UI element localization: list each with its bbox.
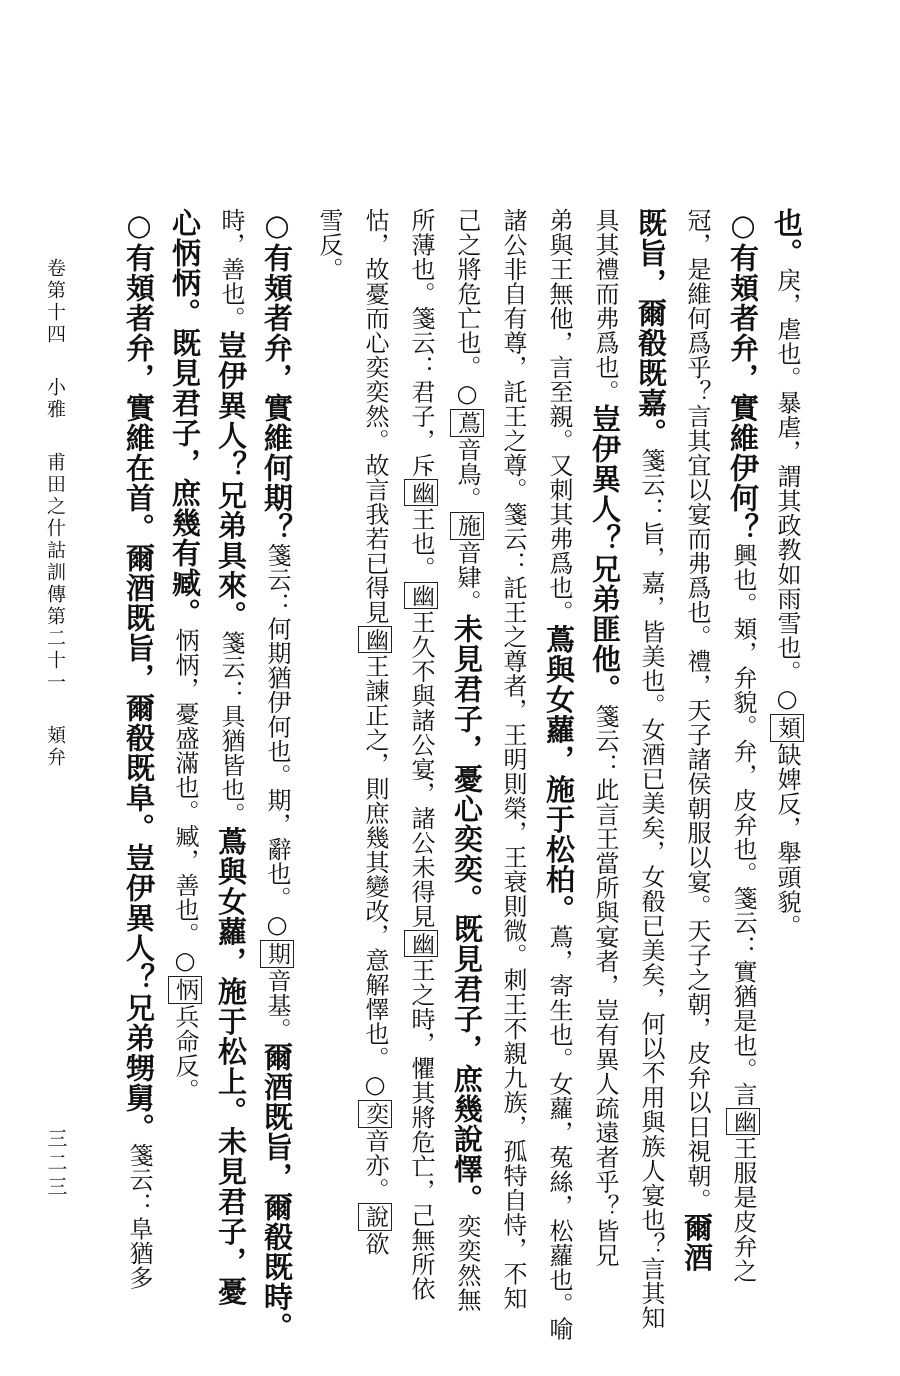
boxed-char: 幽	[404, 582, 438, 610]
text-column	[586, 208, 624, 1268]
text-column	[678, 208, 716, 1273]
commentary-text: 缺婢反，舉頭貌。	[773, 742, 801, 939]
main-text: 未見君子，憂心奕奕。既見君子，庶幾說懌。	[450, 614, 484, 1214]
commentary-text: 箋云：此言王當所與宴者，豈有異人疏遠者乎？皆兄	[591, 704, 619, 1268]
boxed-char: 蔦	[450, 409, 484, 437]
main-text: 既旨，爾殽既嘉。	[634, 208, 668, 448]
commentary-text: 己之將危亡也。○	[453, 208, 481, 408]
boxed-char: 幽	[404, 479, 438, 507]
boxed-char: 幽	[358, 626, 392, 654]
commentary-text: 音肄。	[453, 540, 481, 614]
text-column	[212, 208, 250, 1307]
commentary-text: 王諫正之，則庶幾其變改，意解懌也。○	[361, 654, 389, 1099]
text-column	[448, 208, 486, 1312]
commentary-text: 王久不與諸公宴，諸公未得見	[407, 610, 435, 929]
margin-section: 小雅	[44, 377, 66, 422]
text-column	[310, 208, 348, 282]
margin-poem: 頍弁	[44, 725, 66, 770]
margin-juan: 卷第十四	[44, 258, 66, 346]
main-text: 豈伊異人？兄弟具來。	[214, 330, 248, 631]
commentary-text: 箋云：具猶皆也。	[217, 630, 245, 827]
commentary-text: 奕奕然無	[453, 1214, 481, 1312]
commentary-text: 音基。	[263, 968, 291, 1042]
boxed-char: 施	[450, 512, 484, 540]
text-column	[402, 208, 440, 1301]
main-text: 爾酒	[680, 1212, 714, 1273]
commentary-text: 雪反。	[315, 208, 343, 282]
commentary-text: 王之時，懼其將危亡，己無所依	[407, 958, 435, 1301]
boxed-char: 說	[358, 1203, 392, 1231]
commentary-text: 音亦。	[361, 1128, 389, 1202]
main-text: 蔦與女蘿，施于松上。未見君子，憂	[214, 826, 248, 1307]
commentary-text: 蔦，寄生也。女蘿，菟絲，松蘿也。喻	[545, 924, 573, 1341]
boxed-char: 幽	[404, 930, 438, 958]
commentary-text: 冠，是維何爲乎？言其宜以宴而弗爲也。禮，天子諸侯朝服以宴。天子之朝，皮弁以日視朝。	[683, 208, 711, 1213]
page-number: 三二三	[44, 1128, 68, 1200]
text-column	[356, 208, 394, 1256]
boxed-char: 奕	[358, 1100, 392, 1128]
boxed-char: 幽	[726, 1108, 760, 1136]
margin-chapter: 甫田之什詁訓傳第二十一	[44, 452, 66, 695]
commentary-text: 怲怲，憂盛滿也。臧，善也。○	[171, 628, 199, 975]
main-text: 豈伊異人？兄弟匪他。	[588, 404, 622, 704]
boxed-char: 頍	[770, 714, 804, 742]
commentary-text: 所薄也。箋云：君子，斥	[407, 208, 435, 478]
main-text: ○有頍者弁，實維在首。爾酒既旨，爾殽既阜。豈伊異人？兄弟甥舅。	[122, 208, 156, 1143]
main-text: ○有頍者弁，實維何期？	[260, 208, 294, 543]
commentary-text: 具其禮而弗爲也。	[591, 208, 619, 404]
boxed-char: 期	[260, 940, 294, 968]
commentary-text: 王也。	[407, 507, 435, 581]
text-column	[258, 208, 296, 1342]
commentary-text: 箋云：阜猶多	[125, 1143, 153, 1290]
main-text: 也。	[770, 208, 804, 268]
commentary-text: 時，善也。	[217, 208, 245, 331]
text-column	[166, 208, 204, 1103]
commentary-text: 諸公非自有尊，託王之尊。箋云：託王之尊者，王明則榮，王衰則微。刺王不親九族，孤特自恃，不知	[499, 208, 527, 1311]
commentary-text: 興也。頍，弁貌。弁，皮弁也。箋云：實猶是也。言	[729, 543, 757, 1107]
commentary-text: 欲	[361, 1231, 389, 1256]
text-column	[724, 208, 762, 1283]
margin-header	[42, 258, 69, 791]
commentary-text: 箋云：旨，嘉，皆美也。女酒已美矣，女殽已美矣，何以不用與族人宴也？言其知	[637, 448, 665, 1330]
commentary-text: 弟與王無他，言至親。又刺其弗爲也。	[545, 208, 573, 625]
commentary-text: 戾，虐也。暴虐，謂其政教如雨雪也。○	[773, 268, 801, 713]
commentary-text: 兵命反。	[171, 1004, 199, 1103]
main-text: 爾酒既旨，爾殽既時。	[260, 1042, 294, 1342]
text-column	[540, 208, 578, 1341]
boxed-char: 怲	[168, 976, 202, 1004]
main-text: 蔦與女蘿，施于松柏。	[542, 624, 576, 925]
text-column	[768, 208, 806, 939]
text-column	[632, 208, 670, 1330]
text-column	[494, 208, 532, 1311]
commentary-text: 音鳥。	[453, 437, 481, 511]
commentary-text: 箋云：何期猶伊何也。期，辭也。○	[263, 543, 291, 939]
main-text: ○有頍者弁，實維伊何？	[726, 208, 760, 543]
commentary-text: 王服是皮弁之	[729, 1136, 757, 1283]
commentary-text: 怙，故憂而心奕奕然。故言我若已得見	[361, 208, 389, 625]
text-column	[120, 208, 158, 1290]
main-text: 心怲怲。既見君子，庶幾有臧。	[168, 208, 202, 628]
